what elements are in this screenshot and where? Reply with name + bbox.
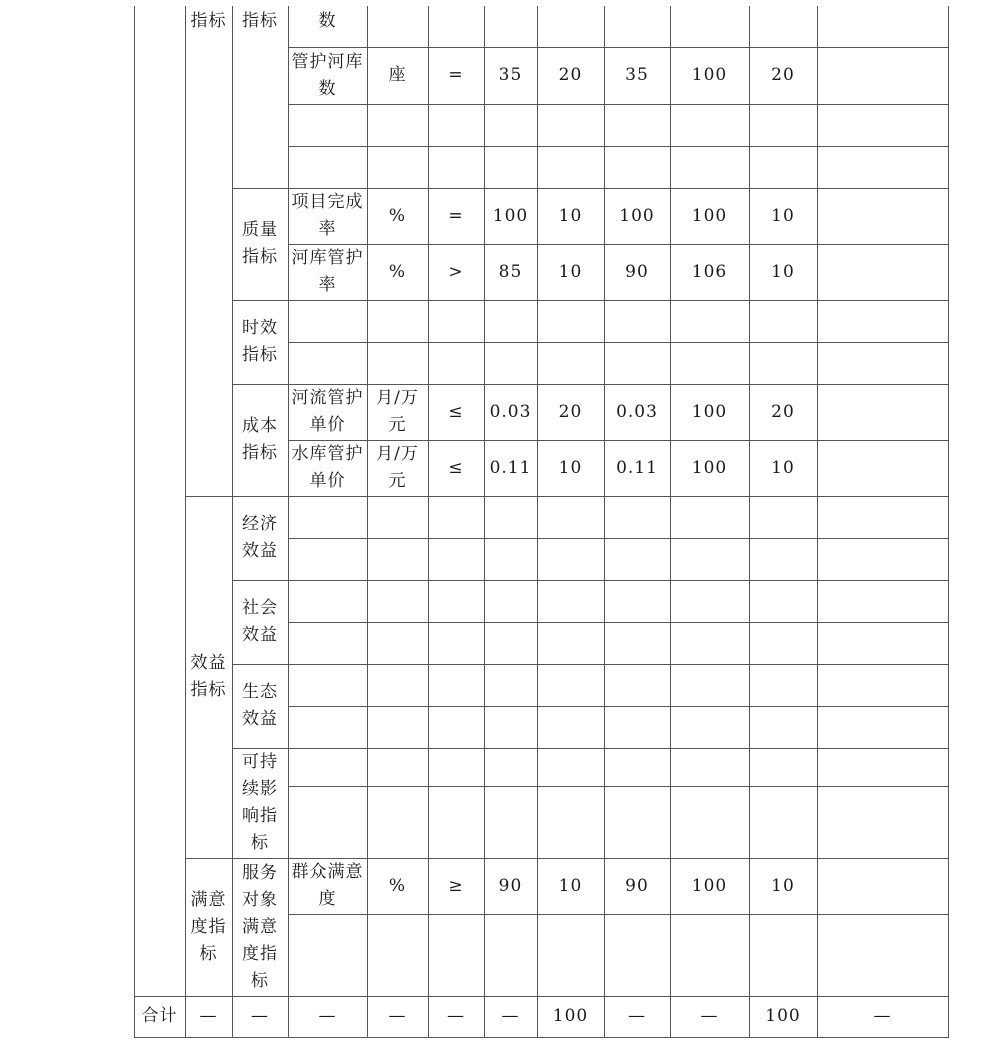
row-line — [288, 914, 949, 915]
total-dash — [817, 996, 948, 1037]
indicator-name — [288, 188, 367, 244]
total-dash-text: — — [501, 1006, 520, 1026]
row-line — [288, 622, 949, 623]
tertiary-indicator-quality-text: 指标 — [242, 247, 278, 267]
target-value-text: 0.11 — [489, 457, 532, 478]
unit — [367, 188, 428, 244]
indicator-name-text: 数 — [318, 78, 337, 99]
operator-text: > — [448, 261, 464, 282]
score-text: 10 — [771, 261, 795, 282]
tertiary-indicator-quantity — [232, 6, 288, 38]
completion-rate — [670, 440, 749, 496]
tertiary-indicator-quality-text: 质量 — [242, 220, 278, 240]
tertiary-indicator-timeliness-text: 时效 — [242, 318, 278, 338]
tertiary-indicator-social-text: 社会 — [242, 598, 278, 618]
score — [749, 244, 817, 300]
indicator-name-text: 群众满意 — [291, 862, 364, 882]
score — [749, 188, 817, 244]
row-line — [288, 748, 949, 749]
table-border-left — [134, 6, 135, 1037]
weight-text: 10 — [558, 457, 583, 478]
secondary-indicator-output-text: 指标 — [190, 11, 227, 31]
actual-value — [604, 384, 670, 440]
actual-value — [604, 440, 670, 496]
remark — [817, 244, 948, 300]
row-line — [288, 706, 949, 707]
total-label — [134, 996, 185, 1037]
tertiary-indicator-timeliness-text: 指标 — [242, 345, 278, 365]
secondary-indicator-satisfaction — [185, 858, 232, 996]
score-text: 10 — [771, 875, 795, 896]
actual-value — [604, 858, 670, 914]
row-line — [288, 538, 949, 539]
row-line — [288, 786, 949, 787]
total-weight-total — [537, 996, 604, 1037]
indicator-name-text: 河库管护 — [291, 248, 364, 268]
operator-text: ≤ — [448, 401, 464, 422]
indicator-name — [288, 384, 367, 440]
unit-text: 座 — [388, 65, 407, 85]
weight — [537, 384, 604, 440]
tertiary-indicator-cost — [232, 384, 288, 496]
score-text: 10 — [771, 457, 795, 478]
target-value — [484, 47, 537, 104]
total-dash — [604, 996, 670, 1037]
total-dash-text: — — [251, 1006, 269, 1026]
tertiary-indicator-service-satisfaction-text: 度指 — [242, 943, 278, 964]
total-dash — [232, 996, 288, 1037]
secondary-indicator-benefit-text: 指标 — [190, 680, 227, 700]
completion-rate-text: 100 — [691, 401, 728, 422]
target-value — [484, 858, 537, 914]
tertiary-indicator-cost-text: 成本 — [242, 416, 278, 436]
row-line — [288, 580, 949, 581]
weight — [537, 440, 604, 496]
tertiary-indicator-social-text: 效益 — [242, 625, 278, 645]
remark — [817, 440, 948, 496]
indicator-name — [288, 244, 367, 300]
unit-text: 元 — [388, 471, 407, 491]
tertiary-indicator-quality — [232, 188, 288, 300]
indicator-name — [288, 440, 367, 496]
operator-text: = — [448, 205, 464, 226]
unit — [367, 384, 428, 440]
row-line — [288, 104, 949, 105]
weight-text: 20 — [558, 401, 583, 422]
total-dash — [670, 996, 749, 1037]
tertiary-indicator-sustainable-text: 可持 — [242, 752, 278, 772]
completion-rate — [670, 47, 749, 104]
secondary-indicator-satisfaction-text: 度指 — [190, 916, 227, 937]
weight — [537, 858, 604, 914]
unit-text: 元 — [388, 415, 407, 435]
target-value-text: 90 — [498, 875, 523, 896]
unit-text: % — [388, 261, 407, 282]
tertiary-indicator-sustainable — [232, 748, 288, 858]
weight — [537, 47, 604, 104]
indicator-name-text: 管护河库 — [291, 51, 364, 72]
unit-text: % — [388, 205, 407, 226]
score — [749, 858, 817, 914]
remark — [817, 188, 948, 244]
tertiary-indicator-ecological-text: 效益 — [242, 709, 278, 729]
weight-text: 20 — [558, 65, 583, 85]
actual-value — [604, 47, 670, 104]
unit — [367, 858, 428, 914]
tertiary-indicator-service-satisfaction — [232, 858, 288, 996]
indicator-name-text: 度 — [318, 889, 337, 909]
tertiary-indicator-service-satisfaction-text: 满意 — [242, 916, 278, 937]
remark — [817, 47, 948, 104]
unit — [367, 440, 428, 496]
secondary-indicator-benefit-text: 效益 — [190, 653, 227, 673]
weight — [537, 188, 604, 244]
table-border-right — [948, 6, 949, 1037]
target-value — [484, 440, 537, 496]
total-dash-text: — — [318, 1006, 337, 1026]
tertiary-indicator-sustainable-text: 响指 — [242, 806, 278, 826]
completion-rate-text: 100 — [691, 205, 728, 226]
total-score-total — [749, 996, 817, 1037]
indicator-name-text: 数 — [318, 11, 337, 31]
operator — [428, 440, 484, 496]
row-line — [288, 664, 949, 665]
actual-value-text: 0.03 — [616, 401, 658, 422]
remark — [817, 384, 948, 440]
secondary-indicator-satisfaction-text: 标 — [199, 943, 218, 964]
unit-text: 月/万 — [376, 444, 419, 464]
tertiary-indicator-ecological-text: 生态 — [242, 682, 278, 702]
tertiary-indicator-service-satisfaction-text: 标 — [251, 970, 269, 991]
tertiary-indicator-service-satisfaction-text: 对象 — [242, 889, 278, 910]
row-line — [288, 300, 949, 301]
tertiary-indicator-economic-text: 经济 — [242, 514, 278, 534]
target-value — [484, 384, 537, 440]
unit — [367, 244, 428, 300]
total-dash-text: — — [388, 1006, 407, 1026]
score-text: 20 — [771, 65, 795, 85]
completion-rate-text: 106 — [691, 261, 728, 282]
completion-rate — [670, 384, 749, 440]
target-value-text: 100 — [492, 205, 529, 226]
unit — [367, 47, 428, 104]
operator-text: ≥ — [448, 875, 464, 896]
weight-text: 10 — [558, 261, 583, 282]
remark — [817, 858, 948, 914]
tertiary-indicator-sustainable-text: 续影 — [242, 779, 278, 799]
score — [749, 440, 817, 496]
actual-value-text: 90 — [625, 875, 649, 896]
total-dash — [484, 996, 537, 1037]
row-line — [288, 146, 949, 147]
target-value-text: 85 — [498, 261, 523, 282]
score-text: 10 — [771, 205, 795, 226]
total-dash-text: — — [199, 1006, 218, 1026]
weight-text: 10 — [558, 875, 583, 896]
secondary-indicator-benefit — [185, 496, 232, 858]
operator-text: ≤ — [448, 457, 464, 478]
tertiary-indicator-ecological — [232, 664, 288, 748]
indicator-name-text: 率 — [318, 275, 337, 295]
total-label-text: 合计 — [141, 1006, 178, 1026]
tertiary-indicator-service-satisfaction-text: 服务 — [242, 862, 278, 883]
operator — [428, 384, 484, 440]
tertiary-indicator-economic-text: 效益 — [242, 541, 278, 561]
completion-rate — [670, 244, 749, 300]
actual-value-text: 90 — [625, 261, 649, 282]
operator-text: = — [448, 65, 464, 85]
total-score-total-text: 100 — [765, 1006, 801, 1026]
total-dash — [428, 996, 484, 1037]
tertiary-indicator-cost-text: 指标 — [242, 443, 278, 463]
total-weight-total-text: 100 — [552, 1006, 589, 1026]
tertiary-indicator-social — [232, 580, 288, 664]
operator — [428, 188, 484, 244]
actual-value-text: 0.11 — [616, 457, 658, 478]
secondary-indicator-satisfaction-text: 满意 — [190, 889, 227, 910]
row-line — [288, 496, 949, 497]
total-dash-text: — — [628, 1006, 646, 1026]
corner — [134, 6, 135, 7]
operator — [428, 244, 484, 300]
actual-value-text: 100 — [619, 205, 655, 226]
completion-rate-text: 100 — [691, 457, 728, 478]
row-line — [288, 342, 949, 343]
score — [749, 384, 817, 440]
operator — [428, 47, 484, 104]
operator — [428, 858, 484, 914]
secondary-indicator-output — [185, 6, 232, 38]
completion-rate-text: 100 — [691, 65, 728, 85]
indicator-name-text: 单价 — [309, 471, 346, 491]
indicator-name-text: 单价 — [309, 415, 346, 435]
actual-value — [604, 188, 670, 244]
actual-value-text: 35 — [625, 65, 649, 85]
target-value — [484, 244, 537, 300]
target-value-text: 35 — [498, 65, 523, 85]
indicator-name-text: 率 — [318, 219, 337, 239]
tertiary-indicator-quantity-text: 指标 — [242, 11, 278, 31]
target-value-text: 0.03 — [489, 401, 532, 422]
indicator-name-text: 水库管护 — [291, 444, 364, 464]
unit-text: 月/万 — [376, 388, 419, 408]
total-dash-text: — — [447, 1006, 465, 1026]
score-text: 20 — [771, 401, 795, 422]
tertiary-indicator-timeliness — [232, 300, 288, 384]
total-dash-text: — — [700, 1006, 719, 1026]
indicator-name — [288, 6, 367, 38]
completion-rate — [670, 858, 749, 914]
tertiary-indicator-sustainable-text: 标 — [251, 833, 269, 853]
tertiary-indicator-economic — [232, 496, 288, 580]
indicator-name — [288, 47, 367, 104]
unit-text: % — [388, 875, 407, 896]
weight-text: 10 — [558, 205, 583, 226]
weight — [537, 244, 604, 300]
indicator-name-text: 河流管护 — [291, 388, 364, 408]
total-dash — [367, 996, 428, 1037]
completion-rate — [670, 188, 749, 244]
table-border-bottom — [134, 1037, 949, 1038]
total-dash — [288, 996, 367, 1037]
completion-rate-text: 100 — [691, 875, 728, 896]
actual-value — [604, 244, 670, 300]
total-dash-text: — — [873, 1006, 892, 1026]
target-value — [484, 188, 537, 244]
total-dash — [185, 996, 232, 1037]
indicator-name-text: 项目完成 — [291, 192, 364, 212]
score — [749, 47, 817, 104]
indicator-name — [288, 858, 367, 914]
